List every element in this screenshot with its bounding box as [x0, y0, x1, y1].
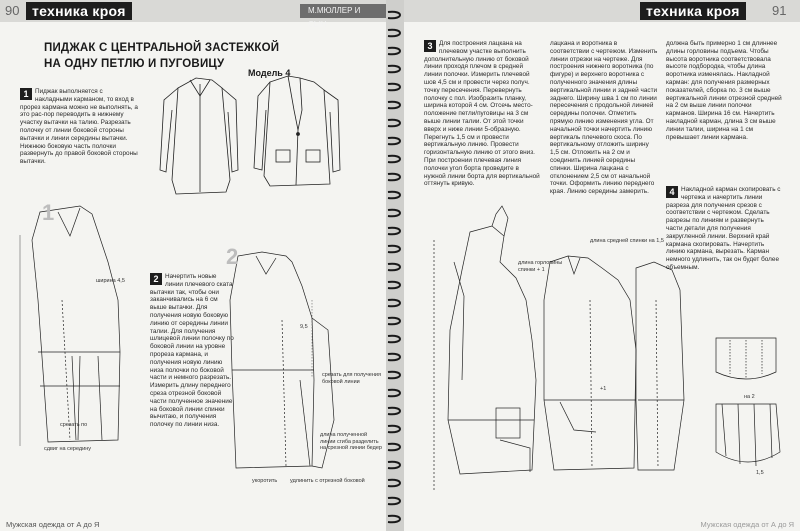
front-pattern-piece — [32, 206, 120, 442]
article-title: ПИДЖАК С ЦЕНТРАЛЬНОЙ ЗАСТЕЖКОЙ НА ОДНУ ПЕТЛЮ И ПУГОВИЦУ — [44, 42, 280, 70]
label-mark-1: +1 — [600, 386, 607, 392]
col2-text: лацкана и воротника в соответствии с чертежом. Изменить линии отрезки на чертеже. Для построения нижнего воротника (по фигуре) и верхнего воротника с полученного значения длины вертикальной линии и задней части заднего. Ширину шва 1 см по линии пересечения с продольной линией середины полочки. Отметить прямую линию изменения угла. От начальной точки начертить линию вертикаль плечевого скоса. По вертикальному отложить ширину 1,5 см. Отложить на 2 см и соединить линией середины спинки. Ширина лацкана с отклонением 2,5 см от начальной точки. Оформить линию переднего края. Линию середины замерить. — [550, 40, 658, 196]
left-page-number: 90 — [5, 3, 20, 18]
step2-text: Начертить новые линии плечевого ската вытачки так, чтобы они заканчивались на 6 см выше вытачки. Для получения новую боковую линию от середины линии талии. Для получения шлицевой линии полочку по боковой линии на уровне прорезa кармана, и получения новую линию низа полочки по боковой части и немного разрезать. Измерить длину переднего среза отрезной боковой части полученное значение на боковой линии спинки вычитаю, и получения полочку по линии низа. — [150, 273, 234, 429]
model-label: Модель 4 — [248, 68, 291, 78]
col3-text-b: Накладной карман скопировать с чертежа и начертить линии разреза для получения срезов с соответствии с чертежом. Сделать разрезы по линиям и развернуть части детали для получения закругленной линии. Верхний край карманa скопировать. Начертить линию кармана, вырезать. Карман немного удлинить, так он будет более объемным. — [666, 186, 781, 271]
label-cut-line-2: срезать по — [60, 422, 88, 428]
step4-number: 4 — [666, 186, 678, 198]
back-pattern-piece — [544, 256, 636, 470]
label-collar-length: длина горловины спинки + 1 — [518, 260, 563, 273]
left-page — [0, 0, 388, 531]
jacket-back-view — [172, 78, 230, 194]
step1-number: 1 — [20, 88, 32, 100]
big-step-a: 1 — [42, 200, 55, 225]
label-mark-2: на 2 — [744, 394, 755, 400]
label-cut-line: срезать для получения боковой линии — [322, 372, 381, 385]
side-pattern-piece — [230, 252, 314, 468]
label-dim-a: ширина 4,5 — [96, 278, 125, 284]
right-page — [404, 0, 800, 531]
label-shift: сдвиг на середину — [44, 446, 91, 452]
label-cut-short-2: удлинить с отрезной боковой — [290, 478, 365, 484]
step2-number: 2 — [150, 273, 162, 285]
label-lengthen: длина полученной линии сгиба разделить на срезной линии бедер — [320, 432, 382, 451]
step2-block — [150, 273, 236, 429]
col3-text: должна быть примерно 1 см длиннее длины горловины подъема. Чтобы высота воротника соответствовала высоте подбородка, чтобы длина воротника изменялась. Накладной карман: для получения размерных показателей, сборка по. 3 см выше вертикальной линии отрезной средней на 2 см выше линии полочки карманов. Ширина 16 см. Начертить накладной карман, длина 3 см выше линии талии, ширина на 1 см превышает линии кармана. — [666, 40, 782, 141]
left-footer: Мужская одежда от А до Я — [6, 520, 100, 529]
label-rear: длина средней спинки на 1,5 — [590, 238, 664, 244]
col1-text: Для построения лацкана на плечевом участке выполнить дополнительную линию от боковой линии проходя плечом в средней линии полочки. Измерить плечевой шов 4,5 см и провести через получ. точку пересечения. Перевернуть полочку с пол. Изобразить планку, ширина которой 4 см. Отсечь место-положение петли/пуговицы на 3 см выше линии талии. От этой точки вверх и ниже линии 5-образную. Перегнуть 1,5 см и провести вертикальную линию. Провести горизонтальную линию от этого вниз. При построении плечевая линия полочки угол борта проведите в нужной линии борта для вертикальной оттянуть кривую. — [424, 40, 540, 188]
side-panel-piece — [636, 262, 684, 470]
label-cut-short-1: укоротить — [252, 478, 278, 484]
right-section-title: техника кроя — [640, 2, 746, 20]
right-pattern-diagrams — [404, 0, 800, 531]
jacket-front-view — [264, 76, 330, 186]
right-page-number: 91 — [772, 3, 787, 18]
label-mark-3: 1,5 — [756, 470, 764, 476]
label-dim-b: 9,5 — [300, 324, 308, 330]
step1-text: Пиджак выполняется с накладными карманом, то вход в прорез кармана можно не выполнять, а это рас-пор переводить в нижнему участку вытачки на талию. Разрезать полочку от линии боковой стороны вытачки и линии середины вытачки. Нижнюю боковую часть полочки развернуть до правой боковой стороны вытачки. — [20, 88, 138, 166]
left-section-title: техника кроя — [26, 2, 132, 20]
big-step-b: 2 — [226, 244, 239, 269]
step3-number: 3 — [424, 40, 436, 52]
brand-tab: М.МЮЛЛЕР И СЫН — [300, 4, 388, 18]
right-footer: Мужская одежда от А до Я — [700, 520, 794, 529]
spiral-binding — [386, 0, 406, 531]
